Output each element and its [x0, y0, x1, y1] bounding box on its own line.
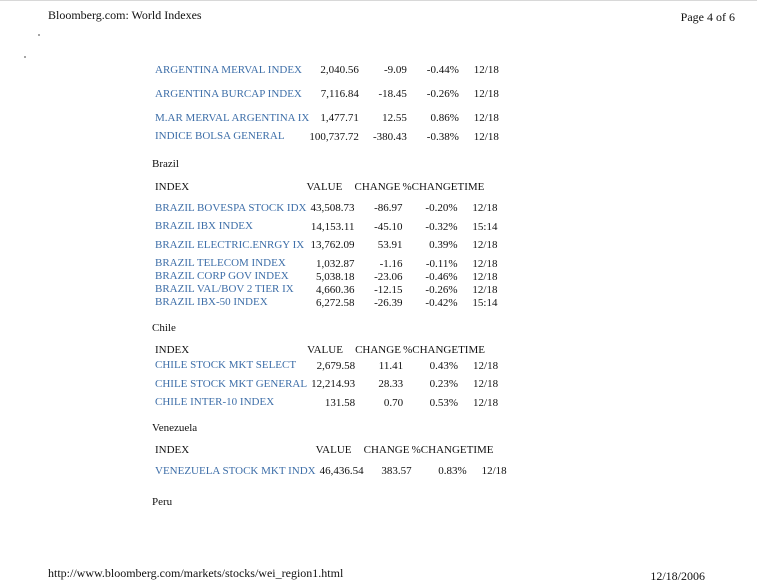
index-time: 12/18: [472, 239, 498, 251]
index-link[interactable]: BRAZIL TELECOM INDEX: [155, 257, 286, 269]
table-row: [155, 283, 497, 296]
section-title-brazil: Brazil: [152, 158, 179, 170]
index-change: -380.43: [372, 130, 407, 143]
table-header-row: [155, 178, 497, 196]
index-time: 12/18: [473, 64, 499, 76]
table-row: [155, 130, 499, 143]
column-header-pct-change: %CHANGE: [411, 444, 467, 456]
index-value: 1,477.71: [320, 112, 359, 124]
column-header-time: TIME: [466, 444, 494, 456]
table-row: [155, 459, 507, 483]
column-header-value: VALUE: [306, 181, 343, 193]
index-pct-change: -0.38%: [426, 130, 459, 143]
index-time: 15:14: [472, 296, 498, 309]
table-row: [155, 233, 497, 257]
column-header-change: CHANGE: [363, 444, 410, 456]
column-header-value: VALUE: [315, 444, 352, 456]
index-time: 12/18: [472, 257, 498, 270]
index-link[interactable]: VENEZUELA STOCK MKT INDX: [155, 464, 316, 477]
table-row: [155, 58, 499, 82]
index-link[interactable]: ARGENTINA BURCAP INDEX: [155, 87, 302, 100]
index-change: 0.70: [383, 396, 404, 409]
index-value: 14,153.11: [310, 220, 355, 233]
index-change: 12.55: [382, 112, 407, 124]
table-row: [155, 296, 497, 309]
table-row: [155, 82, 499, 106]
column-header-index: INDEX: [155, 444, 190, 456]
index-link[interactable]: BRAZIL IBX-50 INDEX: [155, 296, 268, 308]
index-change: 28.33: [378, 378, 404, 390]
index-change: 383.57: [381, 465, 412, 477]
index-value: 43,508.73: [310, 202, 355, 214]
index-change: -1.16: [379, 257, 403, 270]
index-pct-change: -0.26%: [425, 283, 458, 296]
brazil-table: [155, 178, 497, 309]
index-pct-change: 0.83%: [438, 465, 467, 477]
index-pct-change: -0.42%: [425, 296, 458, 309]
section-title-peru: Peru: [152, 496, 173, 508]
index-link[interactable]: M.AR MERVAL ARGENTINA IX: [155, 111, 310, 124]
index-change: -18.45: [378, 88, 407, 100]
index-change: -9.09: [383, 64, 407, 76]
index-pct-change: -0.46%: [425, 270, 458, 283]
index-value: 5,038.18: [315, 270, 355, 283]
index-value: 46,436.54: [319, 465, 364, 477]
index-pct-change: 0.53%: [429, 396, 459, 409]
index-pct-change: -0.44%: [426, 64, 459, 76]
column-header-time: TIME: [458, 344, 485, 356]
page-header-title: Bloomberg.com: World Indexes: [48, 8, 202, 22]
page-footer-date: 12/18/2006: [650, 569, 705, 583]
page-footer-url: http://www.bloomberg.com/markets/stocks/wei_region1.html: [48, 566, 344, 580]
venezuela-table: [155, 441, 507, 483]
index-time: 12/18: [473, 359, 499, 372]
page-number: Page 4 of 6: [680, 10, 735, 24]
section-title-venezuela: Venezuela: [152, 422, 198, 434]
index-link[interactable]: CHILE STOCK MKT SELECT: [155, 359, 297, 371]
index-link[interactable]: BRAZIL VAL/BOV 2 TIER IX: [155, 283, 294, 295]
page-top-border: [0, 0, 757, 1]
index-link[interactable]: CHILE STOCK MKT GENERAL: [155, 377, 308, 390]
index-change: -45.10: [374, 220, 403, 233]
column-header-time: TIME: [457, 181, 485, 193]
table-header-row: [155, 441, 507, 459]
index-link[interactable]: BRAZIL ELECTRIC.ENRGY IX: [155, 238, 305, 251]
index-time: 12/18: [473, 378, 499, 390]
index-value: 4,660.36: [315, 283, 355, 296]
column-header-pct-change: %CHANGE: [403, 344, 459, 356]
index-pct-change: 0.43%: [429, 359, 459, 372]
index-change: 11.41: [378, 359, 404, 372]
index-link[interactable]: BRAZIL BOVESPA STOCK IDX: [155, 201, 307, 214]
index-link[interactable]: BRAZIL IBX INDEX: [155, 220, 253, 232]
index-value: 1,032.87: [315, 257, 355, 270]
index-value: 13,762.09: [310, 239, 355, 251]
index-time: 12/18: [473, 130, 499, 143]
index-pct-change: -0.26%: [426, 88, 459, 100]
column-header-pct-change: %CHANGE: [402, 181, 458, 193]
column-header-index: INDEX: [155, 181, 190, 193]
index-value: 2,040.56: [320, 64, 359, 76]
table-row: [155, 359, 498, 372]
section-title-chile: Chile: [152, 322, 176, 334]
column-header-change: CHANGE: [355, 344, 401, 356]
index-link[interactable]: INDICE BOLSA GENERAL: [155, 130, 285, 142]
index-change: -86.97: [374, 202, 403, 214]
index-change: 53.91: [377, 239, 403, 251]
index-value: 100,737.72: [309, 130, 359, 143]
index-value: 7,116.84: [320, 88, 359, 100]
chile-table: [155, 341, 498, 409]
index-pct-change: 0.86%: [430, 112, 459, 124]
index-pct-change: -0.32%: [425, 220, 458, 233]
index-link[interactable]: CHILE INTER-10 INDEX: [155, 396, 275, 408]
table-row: [155, 372, 498, 396]
argentina-table: [155, 58, 499, 143]
table-row: [155, 257, 497, 270]
index-value: 12,214.93: [311, 378, 356, 390]
index-change: -23.06: [374, 270, 403, 283]
index-time: 12/18: [472, 283, 498, 296]
index-value: 6,272.58: [315, 296, 355, 309]
index-change: -12.15: [374, 283, 403, 296]
index-pct-change: -0.11%: [425, 257, 458, 270]
index-change: -26.39: [374, 296, 403, 309]
table-header-row: [155, 341, 498, 359]
index-pct-change: 0.23%: [429, 378, 459, 390]
column-header-change: CHANGE: [354, 181, 401, 193]
scan-speck: [24, 56, 26, 58]
column-header-value: VALUE: [307, 344, 343, 356]
table-row: [155, 220, 497, 233]
index-time: 12/18: [473, 396, 499, 409]
index-pct-change: 0.39%: [429, 239, 458, 251]
table-row: [155, 396, 498, 409]
table-row: [155, 270, 497, 283]
index-time: 15:14: [472, 220, 498, 233]
index-time: 12/18: [472, 202, 498, 214]
index-link[interactable]: ARGENTINA MERVAL INDEX: [155, 63, 303, 76]
index-link[interactable]: BRAZIL CORP GOV INDEX: [155, 270, 289, 282]
table-row: [155, 106, 499, 130]
scan-speck: [38, 34, 40, 36]
column-header-index: INDEX: [155, 344, 190, 356]
index-time: 12/18: [472, 270, 498, 283]
index-time: 12/18: [473, 88, 499, 100]
index-value: 2,679.58: [316, 359, 356, 372]
index-pct-change: -0.20%: [425, 202, 458, 214]
index-time: 12/18: [473, 112, 499, 124]
index-value: 131.58: [324, 396, 356, 409]
table-row: [155, 196, 497, 220]
index-time: 12/18: [481, 465, 507, 477]
